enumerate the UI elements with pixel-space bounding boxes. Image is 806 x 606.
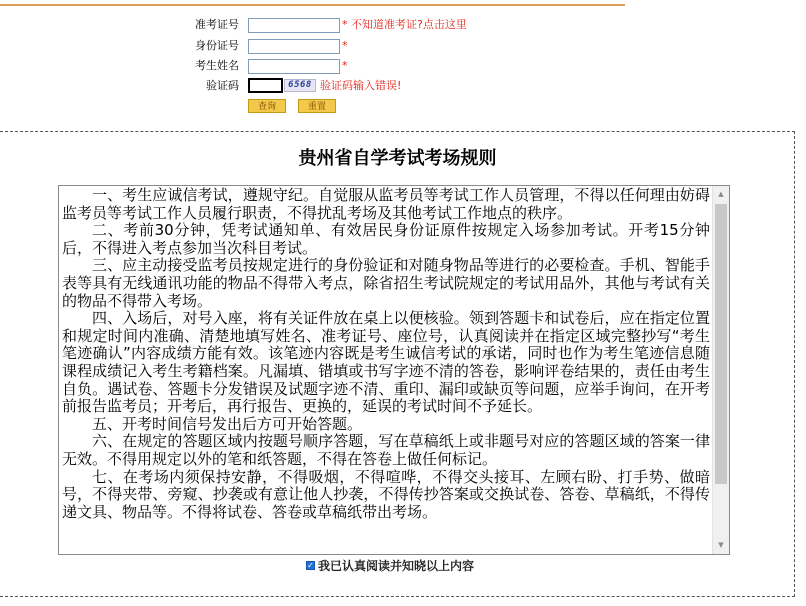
id-label: 身份证号 <box>195 39 239 52</box>
reset-button[interactable]: 重置 <box>298 99 336 113</box>
name-row <box>0 58 806 74</box>
captcha-image[interactable]: 6568 <box>284 79 316 92</box>
name-input[interactable] <box>248 59 340 74</box>
query-button[interactable]: 查询 <box>248 99 286 113</box>
scroll-up-arrow-icon[interactable]: ▲ <box>718 190 724 198</box>
rules-scrollbar[interactable] <box>712 186 729 554</box>
top-divider <box>0 4 625 6</box>
rules-paragraph: 七、在考场内须保持安静，不得吸烟，不得喧哗，不得交头接耳、左顾右盼、打手势、做暗号，不得夹带、旁窥、抄袭或有意让他人抄袭，不得传抄答案或交换试卷、答卷、草稿纸，不得传递文具、物品等。不得将试卷、答卷或草稿纸带出考场。 <box>62 467 710 521</box>
agree-label[interactable]: 我已认真阅读并知晓以上内容 <box>318 559 475 573</box>
name-label: 考生姓名 <box>195 59 239 72</box>
captcha-input[interactable] <box>248 78 283 93</box>
rules-title: 贵州省自学考试考场规则 <box>298 148 497 169</box>
ticket-number-input[interactable] <box>248 18 340 33</box>
rules-paragraph: 四、入场后，对号入座，将有关证件放在桌上以便核验。领到答题卡和试卷后，应在指定位置和规定时间内准确、清楚地填写姓名、准考证号、座位号，认真阅读并在指定区域完整抄写“考生笔迹确认”内容成绩方能有效。该笔迹内容既是考生诚信考试的承诺，同时也作为考生笔迹信息随课程成绩记入考生考籍档案。凡漏填、错填或书写字迹不清的答卷，影响评卷结果的，责任由考生自负。遇试卷、答题卡分发错误及试题字迹不清、重印、漏印或缺页等问题，应举手询问，在开考前报告监考员；开考后，再行报告、更换的，延误的考试时间不予延长。 <box>62 309 710 416</box>
id-number-input[interactable] <box>248 39 340 54</box>
rules-paragraph: 二、考前30分钟，凭考试通知单、有效居民身份证原件按规定入场参加考试。开考15分钟后，不得进入考点参加当次科目考试。 <box>62 221 710 257</box>
agree-checkbox[interactable]: ✓ <box>307 561 314 570</box>
captcha-row <box>0 78 806 94</box>
required-mark: * <box>342 39 348 52</box>
rules-paragraph: 六、在规定的答题区域内按题号顺序答题，写在草稿纸上或非题号对应的答题区域的答案一律无效。不得用规定以外的笔和纸答题，不得在答卷上做任何标记。 <box>62 432 710 468</box>
forgot-ticket-link[interactable]: 不知道准考证?点击这里 <box>351 18 467 31</box>
scroll-down-arrow-icon[interactable]: ▼ <box>718 541 724 549</box>
rules-paragraph: 五、开考时间信号发出后方可开始答题。 <box>92 414 363 433</box>
required-mark: * <box>342 18 348 31</box>
rules-paragraph: 三、应主动接受监考员按规定进行的身份验证和对随身物品等进行的必要检查。手机、智能手表等具有无线通讯功能的物品不得带入考点，除省招生考试院规定的考试用品外，其他与考试有关的物品不得带入考场。 <box>62 256 710 310</box>
scroll-thumb[interactable] <box>715 204 727 484</box>
rules-text <box>62 187 710 521</box>
captcha-label: 验证码 <box>206 79 239 92</box>
ticket-row <box>0 17 806 33</box>
rules-scroll-area[interactable] <box>58 185 730 555</box>
id-row <box>0 38 806 54</box>
required-mark: * <box>342 59 348 72</box>
rules-paragraph: 一、考生应诚信考试，遵规守纪。自觉服从监考员等考试工作人员管理，不得以任何理由妨碍监考员等考试工作人员履行职责，不得扰乱考场及其他考试工作地点的秩序。 <box>62 186 710 222</box>
captcha-error-message: 验证码输入错误! <box>320 79 402 92</box>
ticket-label: 准考证号 <box>195 18 239 31</box>
